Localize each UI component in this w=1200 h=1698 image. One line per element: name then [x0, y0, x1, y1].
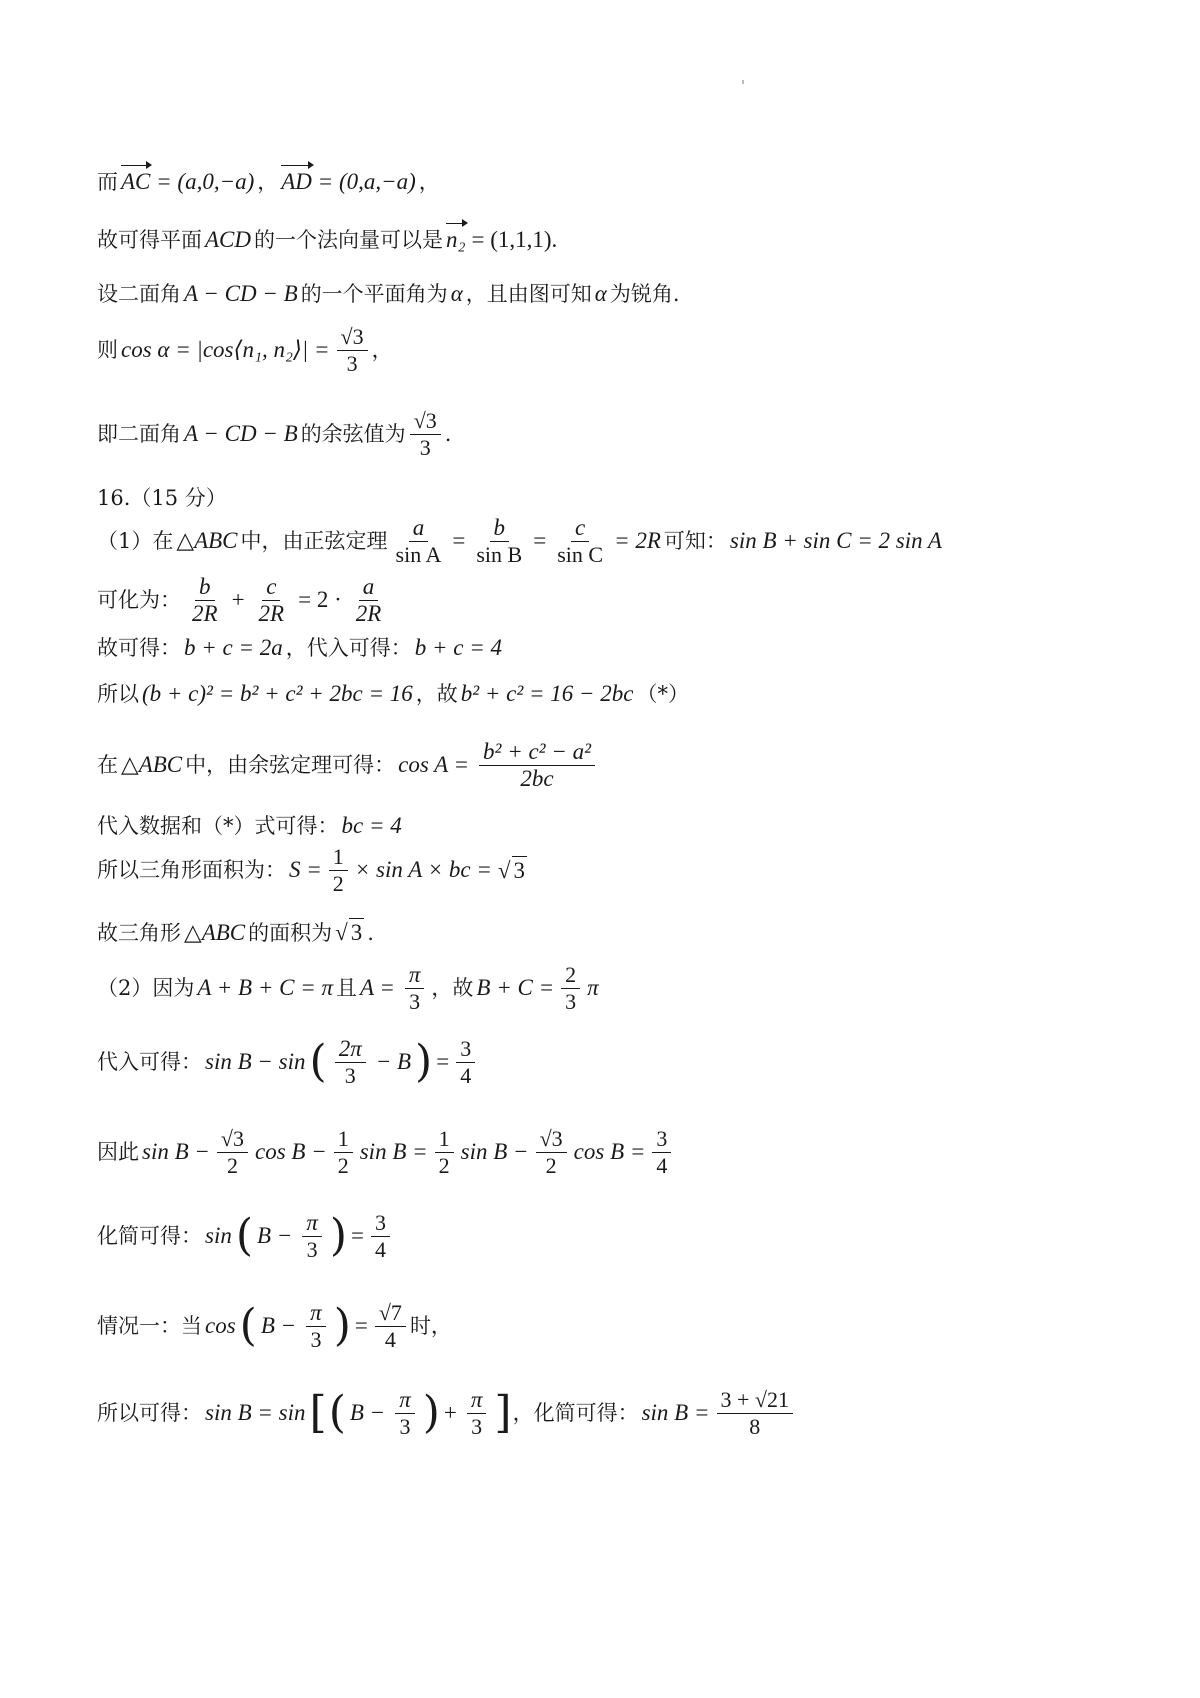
line-normal-vector-n2 — [97, 226, 560, 254]
heading-text: 16.（15 分） — [97, 486, 227, 510]
fraction: $\frac{2\pi}{3}$ — [332, 1036, 369, 1089]
fraction: $\frac{b}{2R}$ — [192, 573, 218, 626]
text-segment: 的一个法向量可以是 — [254, 228, 443, 252]
fraction: $\frac{√3}{3}$ — [410, 408, 441, 461]
text-segment: 所以三角形面积为： — [97, 858, 286, 882]
fraction: $\frac{√3}{3}$ — [337, 324, 368, 377]
fraction: $\frac{\pi}{3}$ — [299, 1210, 325, 1263]
text-segment: ，化简可得： — [512, 1401, 639, 1425]
equation: − B — [375, 1049, 412, 1074]
problem-16-heading — [97, 484, 227, 512]
fraction: $\frac{√3}{2}$ — [536, 1126, 567, 1179]
cos-expression: cos A = — [398, 752, 470, 777]
equation: b² + c² = 16 − 2bc — [460, 681, 634, 706]
text-segment: 故可得平面 — [97, 228, 202, 252]
equation: (b + c)² = b² + c² + 2bc = 16 — [142, 681, 413, 706]
root-value: 3 — [513, 857, 525, 883]
fraction: $\frac{3}{4}$ — [456, 1036, 475, 1089]
alpha-symbol: α — [450, 281, 463, 306]
text-segment: 且 — [335, 976, 357, 1000]
equation: A = — [359, 975, 395, 1000]
fraction: $\frac{\pi}{3}$ — [303, 1300, 329, 1353]
text-segment: 在 — [97, 753, 118, 777]
equation: sin B − — [142, 1139, 210, 1164]
text-segment: 可化为： — [97, 588, 181, 612]
fraction: $\frac{\text{b² + c² − a²}}{2bc}$ — [476, 739, 598, 792]
text-segment: 则 — [97, 338, 118, 362]
sine-relation: sin B + sin C = 2 sin A — [729, 528, 942, 553]
sin-function: sin — [205, 1223, 232, 1248]
scan-mark — [742, 80, 744, 84]
cos-function: cos — [205, 1313, 236, 1338]
fraction: $\frac{1}{2}$ — [329, 844, 348, 897]
text-segment: 所以 — [97, 682, 139, 706]
equation: sin B − sin — [205, 1049, 306, 1074]
fraction: $\frac{3}{4}$ — [652, 1126, 671, 1179]
plane-name: ACD — [205, 227, 251, 252]
fraction: $\frac{√3}{2}$ — [217, 1126, 248, 1179]
text-segment: ，故 — [415, 682, 458, 706]
text-segment: 因此 — [97, 1140, 139, 1164]
fraction: $\frac{2}{3}$ — [561, 962, 580, 1015]
line-cosine-value — [97, 406, 451, 462]
text-segment: 时， — [409, 1314, 452, 1338]
triangle-abc: △ABC — [176, 528, 238, 553]
text-segment: ，故 — [431, 976, 474, 1000]
equation: b + c = 4 — [414, 635, 502, 660]
text-segment: = 2 · — [298, 587, 342, 612]
equation: B − — [349, 1400, 386, 1425]
line-bc-value — [97, 812, 405, 840]
line-law-of-cosines — [97, 736, 602, 794]
line-square-identity — [97, 680, 689, 708]
equation: B + C = — [476, 975, 555, 1000]
fraction: $\frac{b}{\text{sin B}}$ — [476, 514, 523, 567]
equation: sin B = — [641, 1400, 710, 1425]
text-segment: 情况一：当 — [97, 1314, 202, 1338]
angle-expression: A − CD − B — [184, 421, 298, 446]
line-law-of-sines: （1）在 △ABC 中，由正弦定理 $\frac{a}{\text{sin A}}$ = $\frac{b}{\text{sin B}}$ = $\frac{c}{\text{sin C}}$ = 2R 可知： sin B + sin C = 2 sin A — [97, 514, 942, 567]
equation: sin B − — [460, 1139, 529, 1164]
equation: S = — [289, 857, 322, 882]
text-segment: （1）在 — [97, 529, 174, 553]
equation: B − — [257, 1223, 293, 1248]
line-vectors-ac-ad: 而 AC = (a,0,−a) ， AD = (0,a,−a) ， — [97, 169, 440, 194]
line-substitute: 代入可得： sin B − sin ( $\frac{2\pi}{3}$ − B ) = $\frac{3}{4}$ — [97, 1032, 479, 1092]
line-b-plus-c — [97, 634, 505, 662]
fraction: $\frac{1}{2}$ — [435, 1126, 454, 1179]
equation: cos B − — [255, 1139, 327, 1164]
text-segment: 的一个平面角为 — [300, 282, 448, 306]
text-segment: （2）因为 — [97, 976, 195, 1000]
text-segment: . — [367, 920, 374, 945]
text-segment: 代入数据和（*）式可得： — [97, 814, 339, 838]
angle-expression: A − CD − B — [184, 281, 298, 306]
fraction: $\frac{a}{\text{sin A}}$ — [395, 514, 442, 567]
text-segment: 可知： — [663, 529, 727, 553]
text-segment: 的余弦值为 — [300, 422, 406, 446]
text-segment: 代入可得： — [97, 1050, 202, 1074]
fraction: $\frac{3 + √21}{8}$ — [717, 1387, 793, 1440]
text-segment: ， — [371, 338, 393, 362]
text-segment: 故三角形 — [97, 920, 181, 945]
plus-sign: + — [443, 1400, 457, 1425]
text-segment: 的面积为 — [248, 920, 333, 945]
line-cos-alpha — [97, 322, 393, 378]
pi-symbol: π — [587, 975, 599, 1000]
equation: A + B + C = π — [197, 975, 333, 1000]
text-segment: . — [444, 422, 452, 446]
equation: sin B = sin — [205, 1400, 306, 1425]
text-segment: 化简可得： — [97, 1224, 202, 1248]
text-segment: 所以可得： — [97, 1401, 202, 1425]
line-case-one: 情况一：当 cos ( B − $\frac{\pi}{3}$ ) = $\frac{√7}{4}$ 时， — [97, 1299, 452, 1352]
fraction: $\frac{3}{4}$ — [371, 1210, 390, 1263]
line-dihedral-angle — [97, 280, 680, 308]
text-segment: 中，由正弦定理 — [240, 529, 388, 553]
fraction: $\frac{1}{2}$ — [334, 1126, 353, 1179]
fraction: $\frac{√7}{4}$ — [375, 1300, 406, 1353]
line-sin-simplified: 化简可得： sin ( B − $\frac{\pi}{3}$ ) = $\frac{3}{4}$ — [97, 1206, 394, 1266]
triangle-abc: △ABC — [121, 752, 183, 777]
equation: × sin A × bc = — [354, 857, 492, 882]
text-segment: 为锐角. — [609, 282, 680, 306]
line-sin-b-result: 所以可得： sin B = sin [ ( B − $\frac{\pi}{3}$ ) + $\frac{\pi}{3}$ ] ，化简可得： sin B = $\frac{3 + √21}{8}$ — [97, 1382, 797, 1444]
eq-2r: = 2R — [614, 528, 661, 553]
text-segment: 故可得： — [97, 636, 181, 660]
line-expand — [97, 1124, 675, 1180]
fraction: $\frac{c}{2R}$ — [258, 573, 285, 626]
triangle-abc: △ABC — [184, 919, 246, 945]
text-segment: ，代入可得： — [285, 636, 412, 660]
root-value: 3 — [350, 920, 363, 945]
line-area-formula: 所以三角形面积为： S = $\frac{1}{2}$ × sin A × bc = √ 3 — [97, 843, 525, 896]
equation: cos B = — [573, 1139, 646, 1164]
text-segment: （*） — [636, 682, 690, 706]
text-segment: 设二面角 — [97, 282, 181, 306]
equation: bc = 4 — [341, 813, 402, 838]
equation: b + c = 2a — [184, 635, 283, 660]
fraction: $\frac{c}{\text{sin C}}$ — [557, 514, 604, 567]
equation: B − — [260, 1313, 297, 1338]
line-angle-sum — [97, 960, 602, 1016]
cos-expression: cos α = |cos⟨n₁, n₂⟩| = — [121, 337, 330, 362]
fraction: $\frac{\pi}{3}$ — [392, 1387, 418, 1440]
vector-n2: n₂ — [446, 227, 466, 252]
vector-value: = (1,1,1). — [471, 227, 558, 252]
fraction: $\frac{\pi}{3}$ — [464, 1387, 490, 1440]
fraction: $\frac{a}{2R}$ — [355, 573, 382, 626]
text-segment: 即二面角 — [97, 422, 181, 446]
equation: sin B = — [359, 1139, 428, 1164]
line-area-result: 故三角形 △ABC 的面积为 √ 3 . — [97, 919, 374, 945]
text-segment: ，且由图可知 — [465, 282, 592, 306]
alpha-symbol: α — [594, 281, 607, 306]
text-segment: 中，由余弦定理可得： — [185, 753, 396, 777]
fraction: $\frac{\pi}{3}$ — [402, 962, 428, 1015]
line-simplify: 可化为： $\frac{b}{2R}$ + $\frac{c}{2R}$ = 2 · $\frac{a}{2R}$ — [97, 572, 392, 628]
